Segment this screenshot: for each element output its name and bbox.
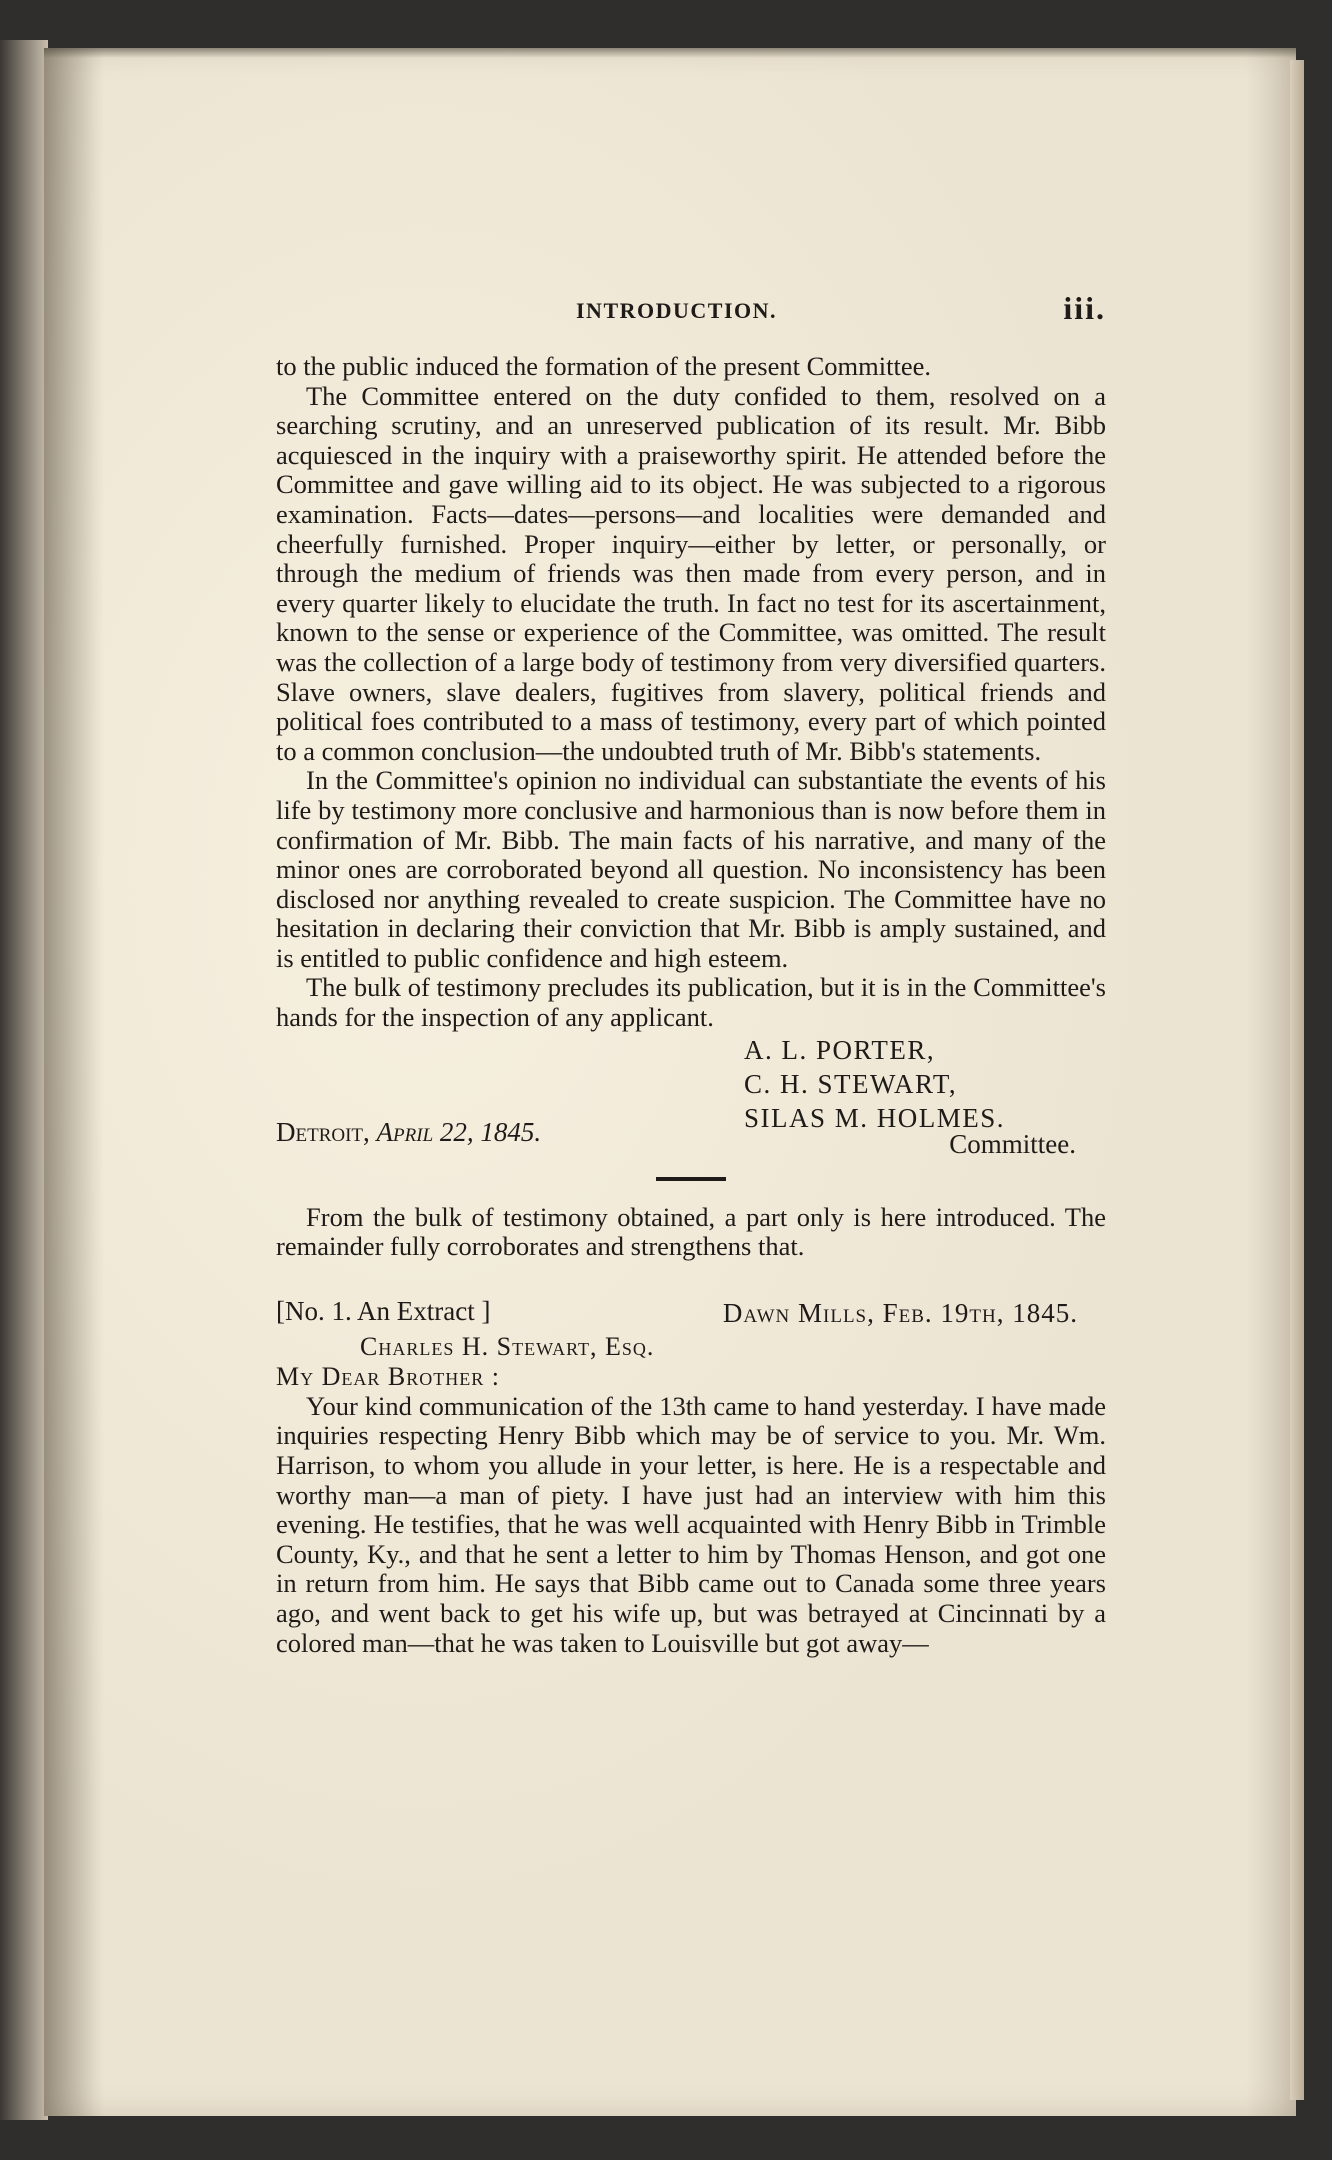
- paragraph-continuation: to the public induced the formation of the present Committee.: [276, 351, 931, 381]
- intro-note: [276, 1203, 1106, 1262]
- letter-dateline: Dawn Mills, Feb. 19th, 1845.: [722, 1297, 1078, 1328]
- section-divider: [656, 1177, 726, 1181]
- page-fore-edge: [1290, 60, 1304, 2100]
- signature-block: [276, 1033, 1106, 1159]
- signer-name: SILAS M. HOLMES.: [744, 1102, 1006, 1133]
- top-edge-shadow: [44, 48, 1296, 58]
- letter-heading: [276, 1296, 1106, 1332]
- committee-label: Committee.: [949, 1128, 1076, 1159]
- book-spine-edge: [0, 40, 48, 2120]
- signer-name: A. L. PORTER,: [744, 1034, 936, 1065]
- letter-addressee: Charles H. Stewart, Esq.: [360, 1331, 655, 1361]
- place-and-date: [276, 1117, 541, 1148]
- running-head: [276, 292, 1106, 332]
- gutter-shadow: [44, 48, 104, 2116]
- letter-reference: [No. 1. An Extract ]: [276, 1295, 491, 1326]
- body-text: [276, 352, 1106, 1033]
- running-head-title: INTRODUCTION.: [576, 298, 778, 323]
- paragraph: The Committee entered on the duty confided to them, resolved on a searching scrutiny, and an unreserved publication of its result. Mr. Bibb acquiesced in the inquiry with a praiseworthy spirit. He attended before the Committee and gave willing aid to its object. He was subjected to a rigorous examination. Facts—dates—persons—and localities were demanded and cheerfully furnished. Proper inquiry—either by letter, or personally, or through the medium of friends was then made from every person, and in every quarter likely to elucidate the truth. In fact no test for its ascertainment, known to the sense or experience of the Committee, was omitted. The result was the collection of a large body of testimony from very diversified quarters. Slave owners, slave dealers, fugitives from slavery, political friends and political foes contributed to a mass of testimony, every part of which pointed to a common conclusion—the undoubted truth of Mr. Bibb's statements.: [276, 380, 1106, 766]
- page-number: iii.: [1063, 290, 1106, 326]
- letter-body: [276, 1392, 1106, 1658]
- signing-date: April 22, 1845.: [376, 1116, 542, 1147]
- letter-text: Your kind communication of the 13th came to hand yesterday. I have made inquiries respecting Henry Bibb which may be of service to you. Mr. Wm. Harrison, to whom you allude in your letter, is here. He is a respectable and worthy man—a man of piety. I have just had an interview with him this evening. He testifies, that he was well acquainted with Henry Bibb in Trimble County, Ky., and that he sent a letter to him by Thomas Henson, and got one in return from him. He says that Bibb came out to Canada some three years ago, and went back to get his wife up, but was betrayed at Cincinnati by a colored man—that he was taken to Louisville but got away—: [276, 1390, 1106, 1658]
- paragraph: In the Committee's opinion no individual can substantiate the events of his life by testimony more conclusive and harmonious than is now before them in confirmation of Mr. Bibb. The main facts of his narrative, and many of the minor ones are corroborated beyond all question. No inconsistency has been disclosed nor anything revealed to create suspicion. The Committee have no hesitation in declaring their conviction that Mr. Bibb is amply sustained, and is entitled to public confidence and high esteem.: [276, 765, 1106, 973]
- place-name: Detroit,: [276, 1116, 370, 1147]
- text-block: [276, 292, 1106, 1658]
- paragraph: The bulk of testimony precludes its publication, but it is in the Committee's hands for the inspection of any applicant.: [276, 972, 1106, 1033]
- letter-salutation: My Dear Brother :: [276, 1361, 500, 1391]
- signer-name: C. H. STEWART,: [744, 1068, 958, 1099]
- intro-note-text: From the bulk of testimony obtained, a part only is here introduced. The remainder fully corroborates and strengthens that.: [276, 1201, 1106, 1262]
